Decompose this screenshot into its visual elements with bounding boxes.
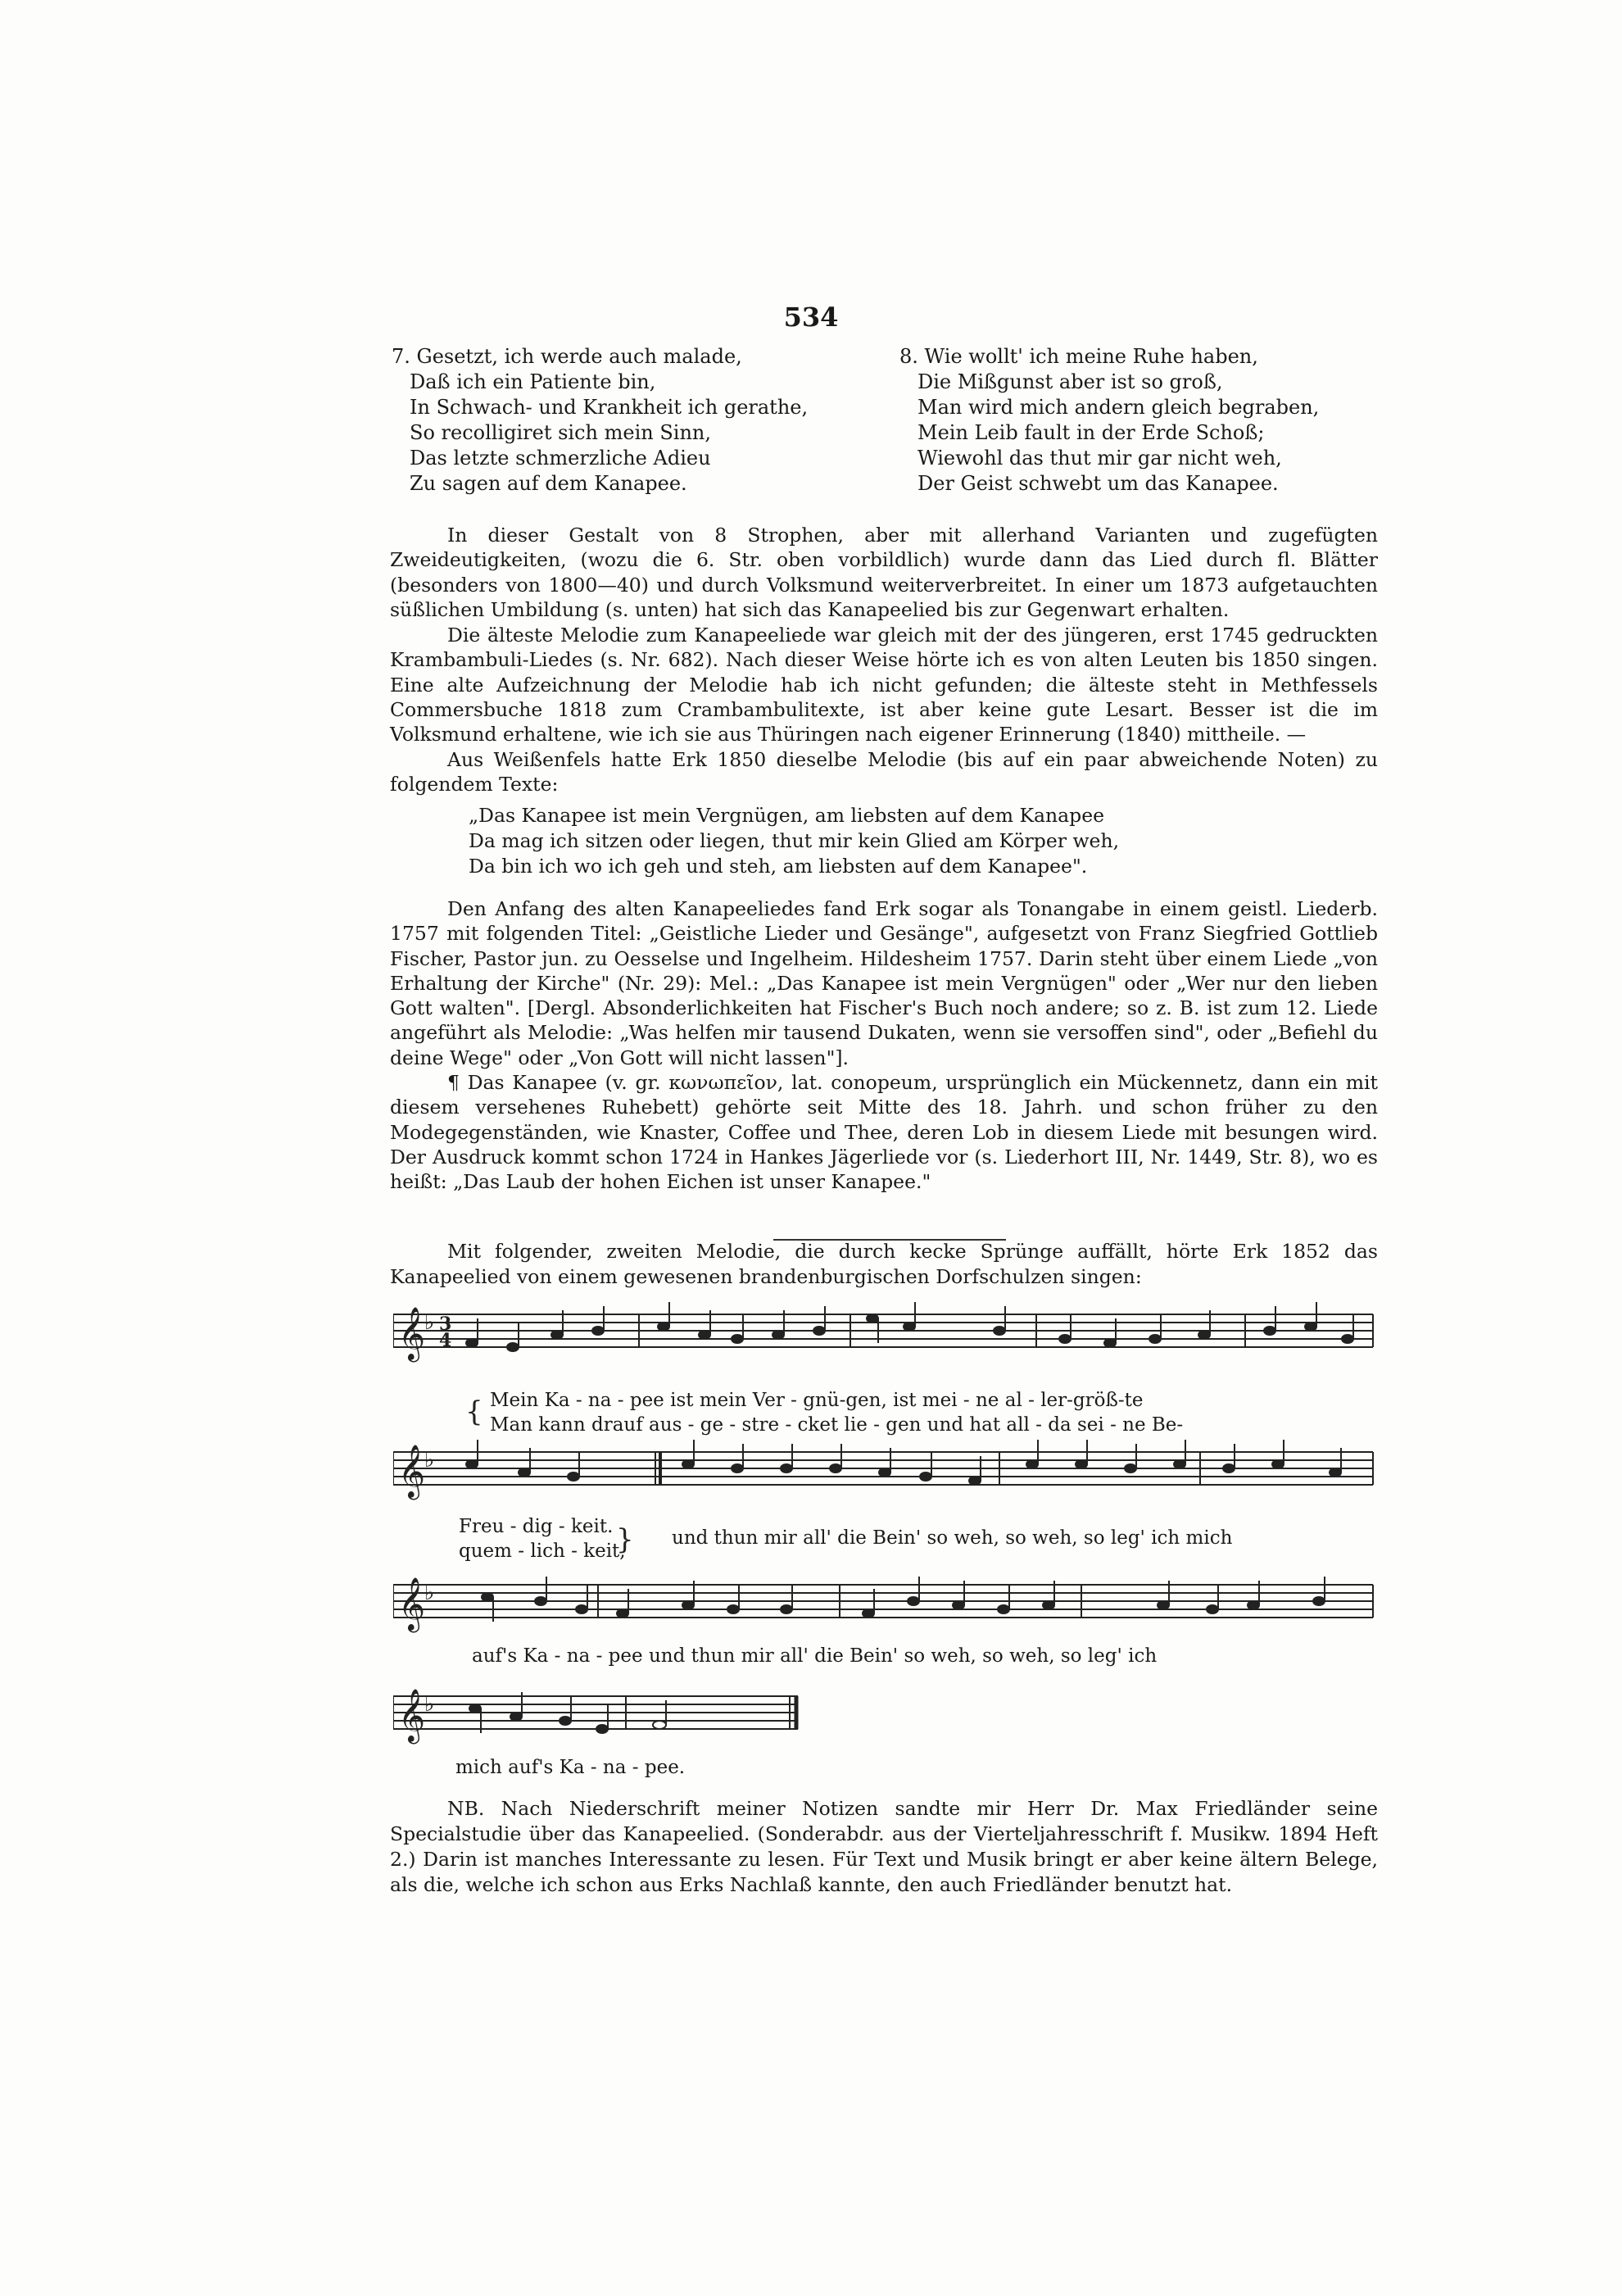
stanza-line: Die Mißgunst aber ist so groß, [917,370,1223,393]
paragraph-text: Die älteste Melodie zum Kanapeeliede war gleich mit der des jüngeren, erst 1745 gedruckten Krambambuli-Liedes (s. Nr. 682). Nach dieser Weise hörte ich es von alten Leuten bis 1850 singen. Eine alte Aufzeichnung der Melodie hab ich nicht gefunden; die älteste steht in Methfessels Commersbuche 1818 zum Crambambulitexte, ist aber keine gute Lesart. Besser ist die im Volksmund erhaltene, wie ich sie aus Thüringen nach eigener Erinnerung (1840) mittheile. — [390,624,1378,746]
treble-clef-icon: 𝄞 [398,1445,426,1498]
stanza-line: Zu sagen auf dem Kanapee. [410,472,687,495]
lyrics-refrain: auf's Ka - na - pee und thun mir all' die Bein' so weh, so weh, so leg' ich [472,1645,1158,1667]
stanza-line: In Schwach- und Krankheit ich gerathe, [410,396,809,419]
music-system-1 [393,1298,1376,1444]
paragraph-oldest-melody [390,623,1378,746]
staff-2 [393,1436,1376,1518]
treble-clef-icon: 𝄞 [398,1307,426,1360]
lyrics-verse-2: quem - lich - keit, [459,1540,626,1562]
staff-4 [393,1688,819,1754]
flat-icon: ♭ [424,1581,435,1605]
time-signature-top: 3 [439,1314,452,1335]
lyrics-brace: { [465,1395,483,1428]
stanza-line: Mein Leib fault in der Erde Schoß; [917,421,1265,444]
stanza-8 [899,344,1391,497]
lyrics-verse-1: Freu - dig - keit. [459,1516,614,1537]
paragraph-text: NB. Nach Niederschrift meiner Notizen sandte mir Herr Dr. Max Friedländer seine Specialstudie über das Kanapeelied. (Sonderabdr. aus der Vierteljahresschrift f. Musikw. 1894 Heft 2.) Darin ist manches Interessante zu lesen. Für Text und Musik bringt er aber keine ältern Belege, als die, welche ich schon aus Erks Nachlaß kannte, den auch Friedländer benutzt hat. [390,1797,1378,1896]
lyrics-verse-1: Mein Ka - na - pee ist mein Ver - gnü-gen, ist mei - ne al - ler-größ-te [490,1390,1144,1411]
paragraph-hymnbook [390,896,1378,1070]
paragraph-text: Den Anfang des alten Kanapeeliedes fand Erk sogar als Tonangabe in einem geistl. Liederb. 1757 mit folgenden Titel: „Geistliche Lieder und Gesänge", aufgesetzt von Franz Siegfried Gottlieb Fischer, Pastor jun. zu Oesselse und Ingelheim. Hildesheim 1757. Darin steht über einem Liede „von Erhaltung der Kirche" (Nr. 29): Mel.: „Das Kanapee ist mein Vergnügen" oder „Wer nur den lieben Gott walten". [Dergl. Absonderlichkeiten hat Fischer's Buch noch andere; so z. B. ist zum 12. Liede angeführt als Melodie: „Was helfen mir tausend Dukaten, wenn sie versoffen sind", oder „Befiehl du deine Wege" oder „Von Gott will nicht lassen"]. [390,897,1378,1069]
flat-icon: ♭ [424,1448,435,1472]
stanza-line: Man wird mich andern gleich begraben, [917,396,1320,419]
stanza-7 [392,344,850,497]
treble-clef-icon: 𝄞 [398,1689,426,1742]
paragraph-kanapee-etymology [390,1070,1378,1194]
stanza-line: Der Geist schwebt um das Kanapee. [917,472,1279,495]
stanza-line: Das letzte schmerzliche Adieu [410,447,711,470]
flat-icon: ♭ [424,1310,435,1335]
stanza-line: Daß ich ein Patiente bin, [410,370,656,393]
note-nb [390,1796,1378,1898]
paragraph-text: ¶ Das Kanapee (v. gr. κωνωπεῖον, lat. conopeum, ursprünglich ein Mückennetz, dann ein mit diesem versehenes Ruhebett) gehörte seit Mitte des 18. Jahrh. und schon früher zu den Modegegenständen, wie Knaster, Coffee und Thee, deren Lob in diesem Liede mit besungen wird. Der Ausdruck kommt schon 1724 in Hankes Jägerliede vor (s. Liederhort III, Nr. 1449, Str. 8), wo es heißt: „Das Laub der hohen Eichen ist unser Kanapee." [390,1071,1378,1194]
time-signature-bottom: 4 [439,1330,452,1351]
quote-line: „Das Kanapee ist mein Vergnügen, am liebsten auf dem Kanapee [469,804,1105,827]
quote-line: Da mag ich sitzen oder liegen, thut mir kein Glied am Körper weh, [469,829,1120,852]
flat-icon: ♭ [424,1692,435,1717]
paragraph-second-melody-intro [390,1239,1378,1290]
staff-3 [393,1577,1376,1642]
treble-clef-icon: 𝄞 [398,1577,426,1631]
stanza-line: So recolligiret sich mein Sinn, [410,421,712,444]
quote-line: Da bin ich wo ich geh und steh, am liebsten auf dem Kanapee". [469,855,1088,878]
music-system-3 [393,1577,1376,1680]
music-system-2 [393,1436,1376,1572]
lyrics-refrain: und thun mir all' die Bein' so weh, so weh, so leg' ich mich [672,1527,1233,1549]
paragraph-text: In dieser Gestalt von 8 Strophen, aber mit allerhand Varianten und zugefügten Zweideutigkeiten, (wozu die 6. Str. oben vorbildlich) wurde dann das Lied durch fl. Blätter (besonders von 1800—40) und durch Volksmund weiterverbreitet. In einer um 1873 aufgetauchten süßlichen Umbildung (s. unten) hat sich das Kanapeelied bis zur Gegenwart erhalten. [390,524,1378,621]
stanza-line: 7. Gesetzt, ich werde auch malade, [392,345,742,368]
page-number: 534 [783,302,839,333]
staff-1 [393,1298,1376,1380]
paragraph-weissenfels [390,747,1378,797]
paragraph-text: Mit folgender, zweiten Melodie, die durch kecke Sprünge auffällt, hörte Erk 1852 das Kanapeelied von einem gewesenen brandenburgischen Dorfschulzen singen: [390,1240,1378,1288]
stanza-line: Wiewohl das thut mir gar nicht weh, [917,447,1282,470]
stanza-line: 8. Wie wollt' ich meine Ruhe haben, [899,345,1258,368]
paragraph-variants [390,523,1378,622]
paragraph-text: Aus Weißenfels hatte Erk 1850 dieselbe Melodie (bis auf ein paar abweichende Noten) zu folgendem Texte: [390,748,1378,796]
lyrics-brace: } [616,1523,634,1556]
lyrics-verse-2: Man kann drauf aus - ge - stre - cket lie - gen und hat all - da sei - ne Be- [490,1414,1184,1436]
lyrics-final: mich auf's Ka - na - pee. [455,1757,686,1778]
quoted-verse [469,803,1321,879]
music-system-4 [393,1688,1376,1786]
